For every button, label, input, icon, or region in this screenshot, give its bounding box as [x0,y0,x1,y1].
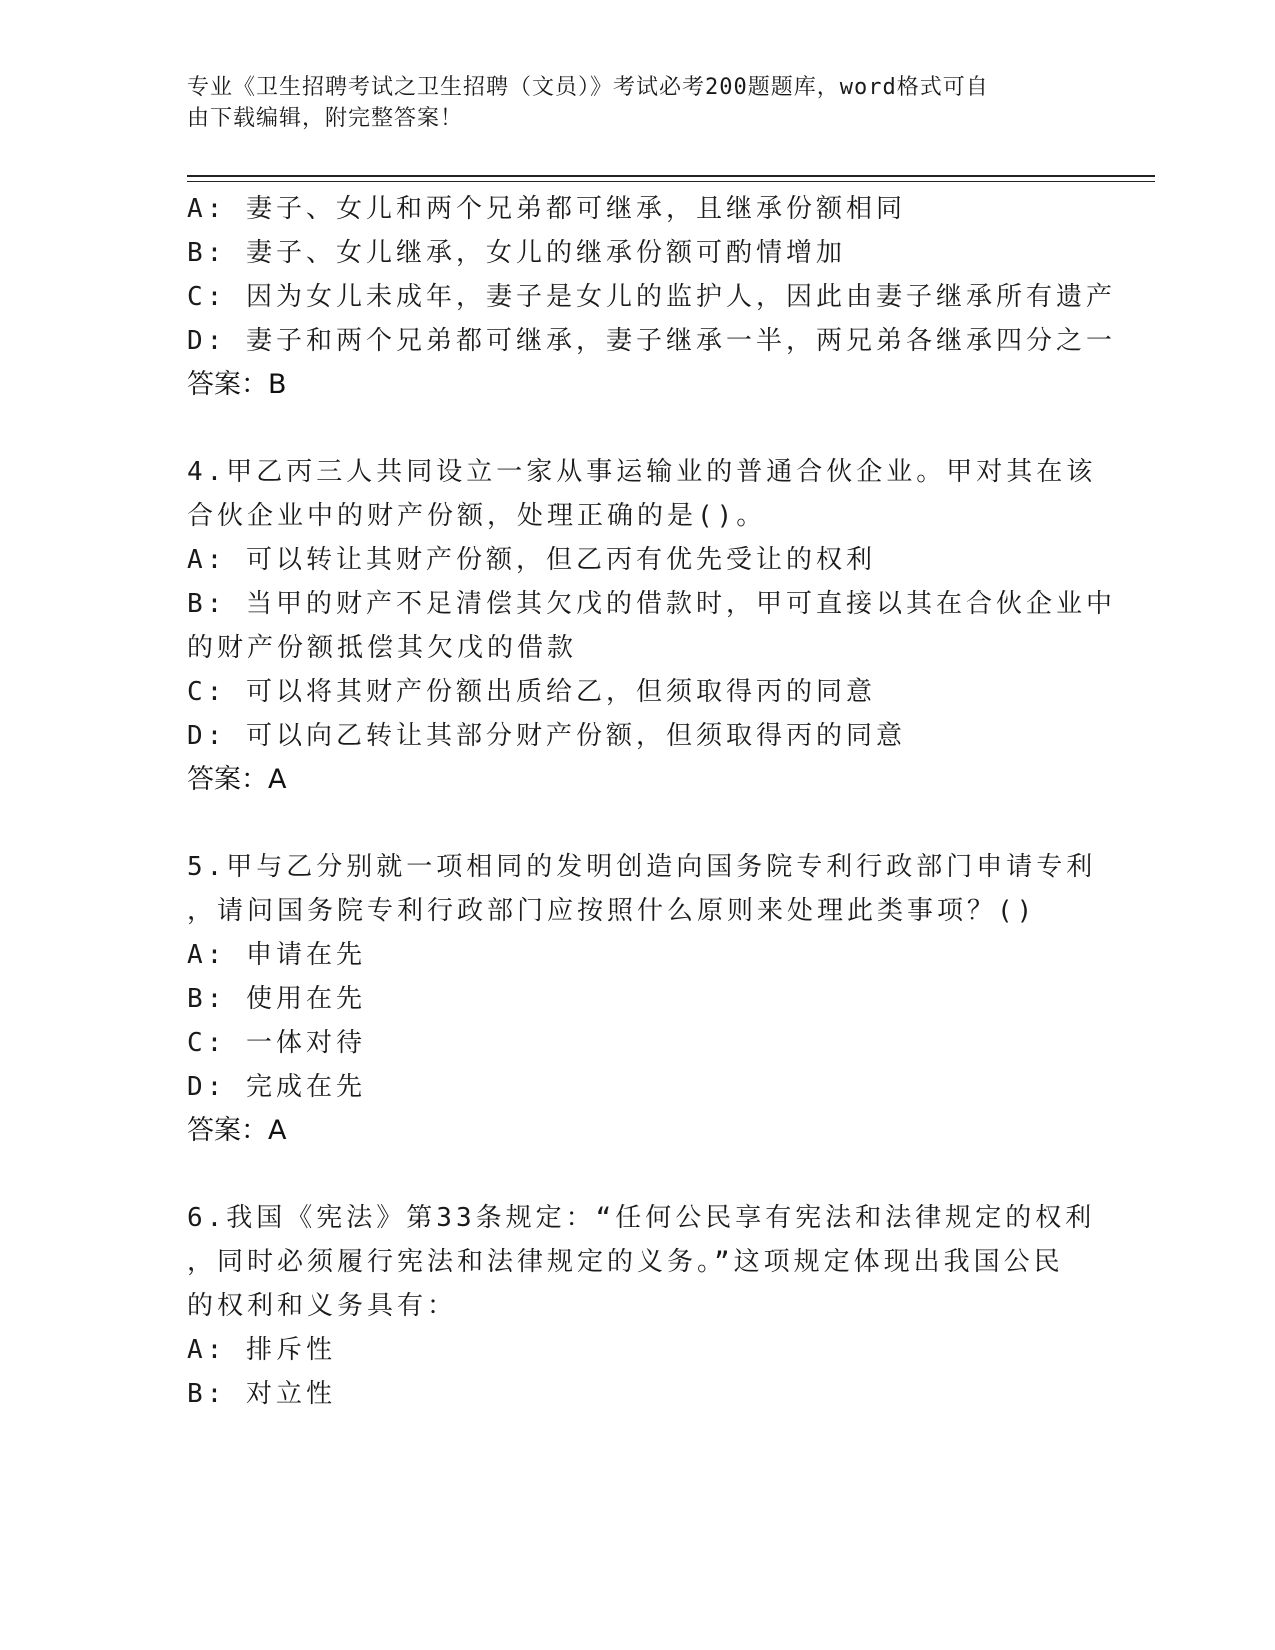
q3-option-d: D: 妻子和两个兄弟都可继承，妻子继承一半，两兄弟各继承四分之一 [187,326,1116,356]
q5-option-c: C: 一体对待 [187,1028,366,1058]
q4-option-b: B: 当甲的财产不足清偿其欠戊的借款时，甲可直接以其在合伙企业中 [187,589,1116,619]
q3-option-c: C: 因为女儿未成年，妻子是女儿的监护人，因此由妻子继承所有遗产 [187,282,1116,312]
document-header [187,72,1067,134]
q3-option-a: A: 妻子、女儿和两个兄弟都可继承，且继承份额相同 [187,194,906,224]
q5-stem-line-1: 5.甲与乙分别就一项相同的发明创造向国务院专利行政部门申请专利 [187,852,1097,882]
q5-option-d: D: 完成在先 [187,1072,366,1102]
q6-stem-line-2: ，同时必须履行宪法和法律规定的义务。”这项规定体现出我国公民 [187,1247,1064,1277]
header-line-1: 专业《卫生招聘考试之卫生招聘（文员）》考试必考200题题库，word格式可自 [187,75,989,100]
q5-option-a: A: 申请在先 [187,940,366,970]
q6-option-a: A: 排斥性 [187,1335,336,1365]
q6-option-b: B: 对立性 [187,1379,336,1409]
q3-answer: 答案：B [187,369,287,400]
q4-stem-line-2: 合伙企业中的财产份额，处理正确的是()。 [187,501,767,531]
q4-option-d: D: 可以向乙转让其部分财产份额，但须取得丙的同意 [187,721,906,751]
q4-answer: 答案：A [187,764,287,795]
q4-option-c: C: 可以将其财产份额出质给乙，但须取得丙的同意 [187,677,876,707]
header-divider-thin [187,181,1155,182]
q4-option-a: A: 可以转让其财产份额，但乙丙有优先受让的权利 [187,545,876,575]
header-line-2: 由下载编辑，附完整答案！ [187,106,464,131]
q6-stem-line-3: 的权利和义务具有： [187,1291,458,1321]
q4-stem-line-1: 4.甲乙丙三人共同设立一家从事运输业的普通合伙企业。甲对其在该 [187,457,1097,487]
q5-stem-line-2: ，请问国务院专利行政部门应按照什么原则来处理此类事项？() [187,896,1037,926]
q6-stem-line-1: 6.我国《宪法》第33条规定：“任何公民享有宪法和法律规定的权利 [187,1203,1096,1233]
q5-answer: 答案：A [187,1115,287,1146]
q4-option-b-continued: 的财产份额抵偿其欠戊的借款 [187,633,578,663]
q3-option-b: B: 妻子、女儿继承，女儿的继承份额可酌情增加 [187,238,846,268]
header-divider-thick [187,175,1155,177]
q5-option-b: B: 使用在先 [187,984,366,1014]
